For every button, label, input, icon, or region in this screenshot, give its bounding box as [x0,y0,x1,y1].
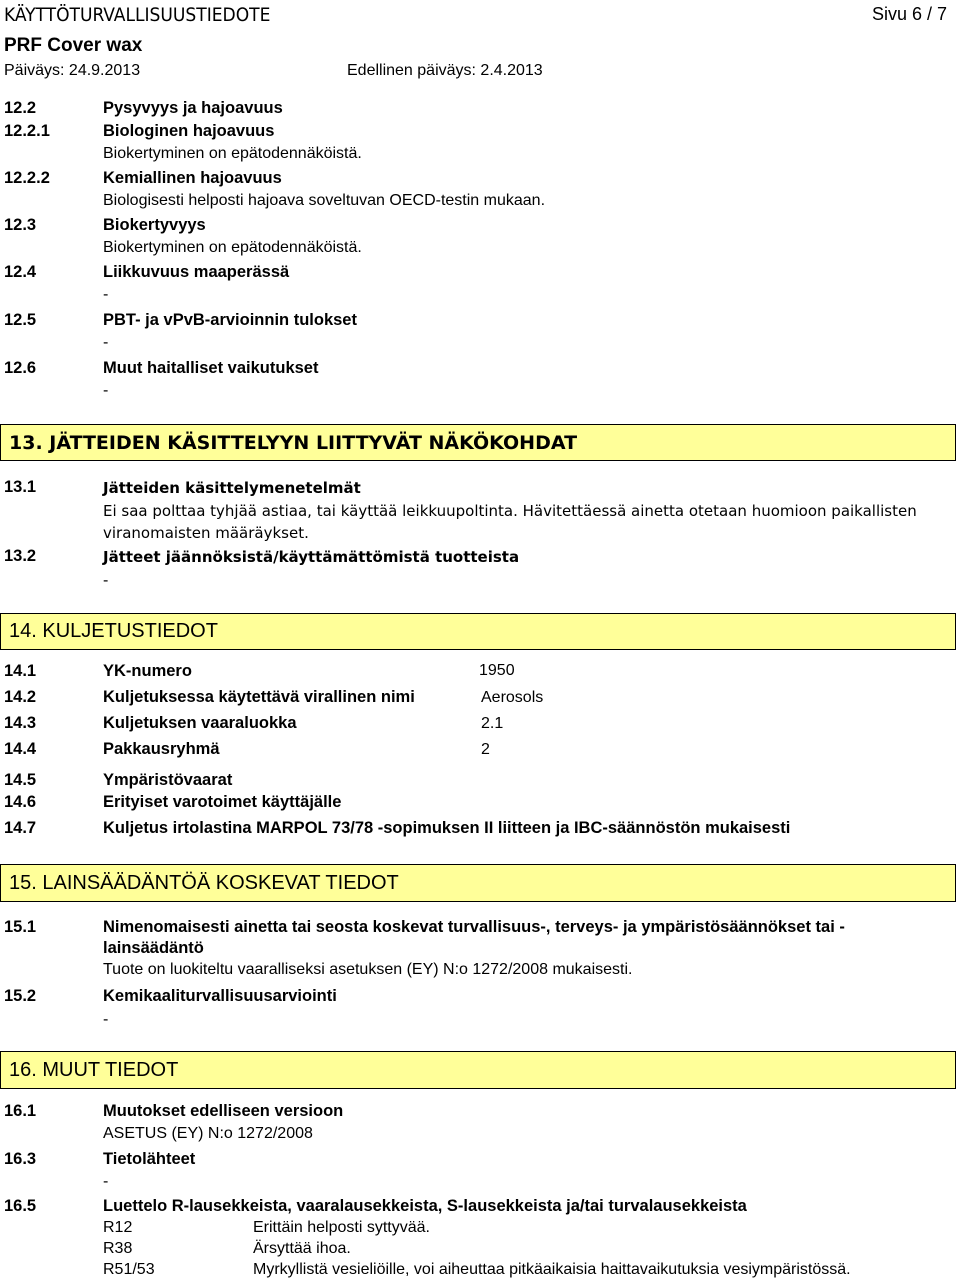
phrase-text: Myrkyllistä vesieliöille, voi aiheuttaa pitkäaikaisia haittavaikutuksia vesiympäristössä. [253,1261,851,1278]
item-label: Ympäristövaarat [103,771,233,789]
item-label: Muutokset edelliseen versioon [103,1102,344,1120]
item-number: 12.3 [4,216,37,234]
item-label: PBT- ja vPvB-arvioinnin tulokset [103,311,357,329]
item-number: 14.4 [4,740,37,758]
item-number: 14.3 [4,714,37,732]
item-text: viranomaisten määräykset. [103,524,309,542]
item-text: Biologisesti helposti hajoava soveltuvan OECD-testin mukaan. [103,192,546,209]
section-16-heading-box [0,1051,956,1089]
item-label: Kuljetuksessa käytettävä virallinen nimi [103,688,415,706]
section-15-title: 15. LAINSÄÄDÄNTÖÄ KOSKEVAT TIEDOT [9,872,399,894]
item-label: Nimenomaisesti ainetta tai seosta koskevat turvallisuus-, terveys- ja ympäristösäännökset tai - [103,918,845,936]
item-label: Liikkuvuus maaperässä [103,263,290,281]
item-text: - [103,334,109,351]
item-label: Luettelo R-lausekkeista, vaaralausekkeista, S-lausekkeista ja/tai turvalausekkeista [103,1197,747,1215]
item-text: - [103,286,109,303]
item-text: Tuote on luokiteltu vaaralliseksi asetuksen (EY) N:o 1272/2008 mukaisesti. [103,961,633,978]
item-number: 12.4 [4,263,37,281]
item-number: 12.2.1 [4,122,50,140]
item-number: 12.5 [4,311,37,329]
issue-date: Päiväys: 24.9.2013 [4,62,141,79]
section-13-heading-box [0,424,956,461]
item-number: 16.5 [4,1197,37,1215]
previous-date: Edellinen päiväys: 2.4.2013 [347,62,543,79]
item-text: Ei saa polttaa tyhjää astiaa, tai käyttää leikkuupoltinta. Hävitettäessä ainetta otetaan huomioon paikallisten [103,502,917,520]
section-16-title: 16. MUUT TIEDOT [9,1059,179,1081]
un-number-value: 1950 [479,662,515,679]
item-label: YK-numero [103,662,192,680]
item-text: Biokertyminen on epätodennäköistä. [103,145,362,162]
item-label: Pakkausryhmä [103,740,220,758]
item-label: Biologinen hajoavuus [103,122,275,140]
item-number: 12.2.2 [4,169,50,187]
document-title: KÄYTTÖTURVALLISUUSTIEDOTE [4,4,271,26]
phrase-text: Erittäin helposti syttyvää. [253,1219,430,1236]
section-15-heading-box [0,864,956,902]
section-14-title: 14. KULJETUSTIEDOT [9,620,218,642]
section-14-heading-box [0,613,956,650]
phrase-code: R38 [103,1240,133,1257]
phrase-text: Ärsyttää ihoa. [253,1240,351,1257]
section-13-title: 13. JÄTTEIDEN KÄSITTELYYN LIITTYVÄT NÄKÖKOHDAT [9,432,578,454]
item-text: Biokertyminen on epätodennäköistä. [103,239,362,256]
item-number: 12.6 [4,359,37,377]
hazard-class-value: 2.1 [481,715,504,732]
item-number: 13.2 [4,547,37,565]
item-label: Pysyvyys ja hajoavuus [103,99,283,117]
item-label: Kuljetus irtolastina MARPOL 73/78 -sopimuksen II liitteen ja IBC-säännöstön mukaisesti [103,819,791,837]
item-number: 15.1 [4,918,37,936]
item-number: 16.1 [4,1102,37,1120]
item-label: Erityiset varotoimet käyttäjälle [103,793,342,811]
item-text: - [103,1173,109,1190]
item-text: - [103,1011,109,1028]
item-label: Jätteet jäännöksistä/käyttämättömistä tuotteista [103,548,520,566]
item-number: 12.2 [4,99,37,117]
item-text: - [103,382,109,399]
shipping-name-value: Aerosols [481,689,544,706]
item-label: Jätteiden käsittelymenetelmät [103,479,361,497]
item-label: Kuljetuksen vaaraluokka [103,714,297,732]
item-text: - [103,572,109,589]
item-number: 14.7 [4,819,37,837]
phrase-code: R51/53 [103,1261,155,1278]
item-number: 13.1 [4,478,37,496]
page-number: Sivu 6 / 7 [872,4,948,24]
item-label: Muut haitalliset vaikutukset [103,359,319,377]
item-label: Kemikaaliturvallisuusarviointi [103,987,337,1005]
item-number: 15.2 [4,987,37,1005]
item-label: Tietolähteet [103,1150,196,1168]
product-name: PRF Cover wax [4,35,143,56]
item-label: Kemiallinen hajoavuus [103,169,282,187]
item-label: Biokertyvyys [103,216,206,234]
item-number: 14.2 [4,688,37,706]
packing-group-value: 2 [481,741,490,758]
item-number: 14.6 [4,793,37,811]
item-number: 16.3 [4,1150,37,1168]
item-text: ASETUS (EY) N:o 1272/2008 [103,1125,313,1142]
item-label-continued: lainsäädäntö [103,939,204,957]
item-number: 14.5 [4,771,37,789]
phrase-code: R12 [103,1219,133,1236]
item-number: 14.1 [4,662,37,680]
